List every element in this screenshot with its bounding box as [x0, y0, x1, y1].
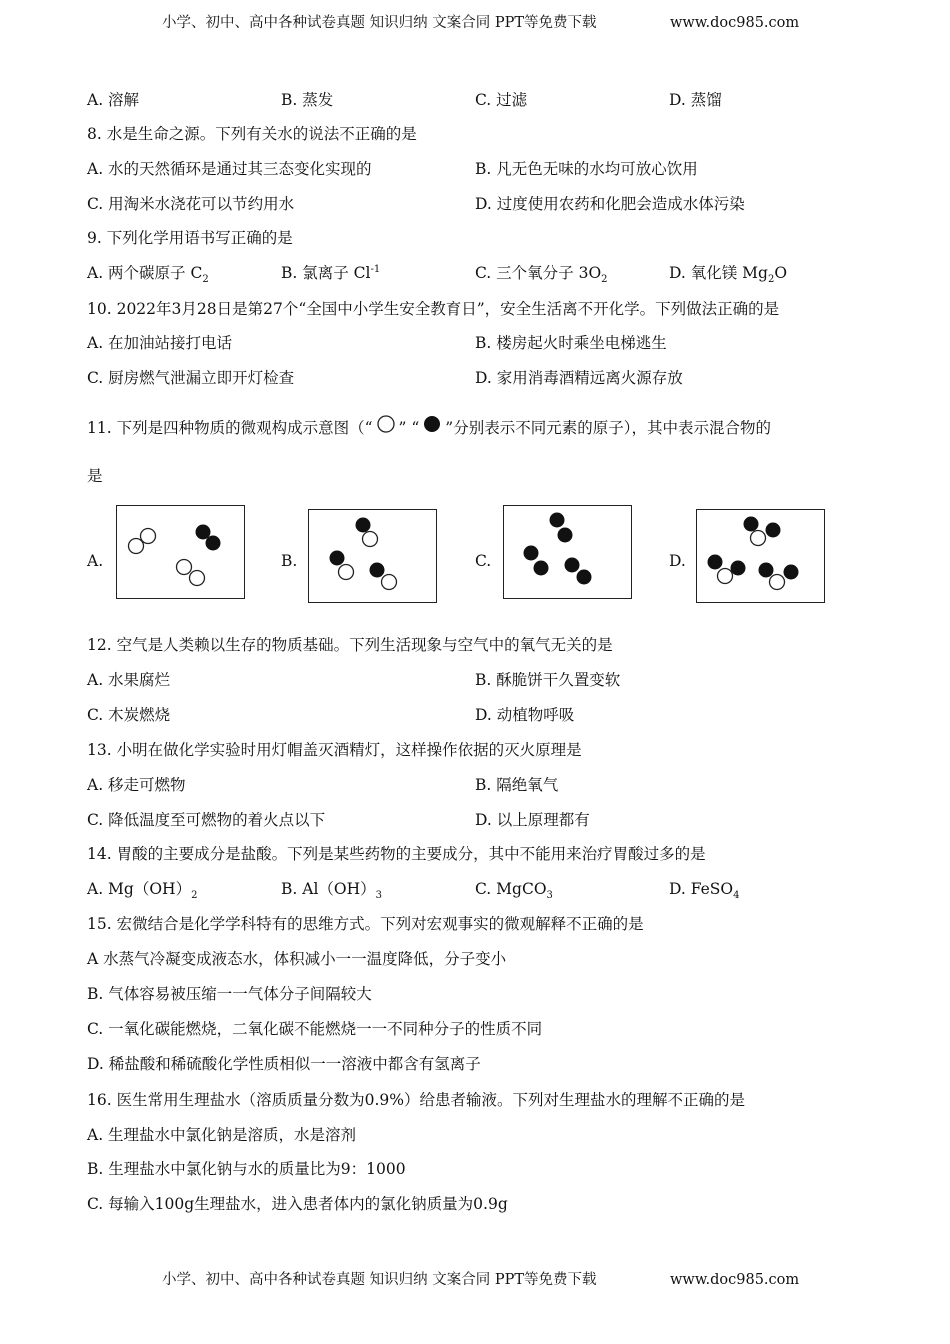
- q16-option-b: B. 生理盐水中氯化钠与水的质量比为9：1000: [87, 1160, 406, 1178]
- q8-stem: 8. 水是生命之源。下列有关水的说法不正确的是: [87, 125, 417, 143]
- q10-option-a: A. 在加油站接打电话: [87, 334, 233, 352]
- q15-option-d: D. 稀盐酸和稀硫酸化学性质相似一一溶液中都含有氢离子: [87, 1055, 481, 1073]
- q14-stem: 14. 胃酸的主要成分是盐酸。下列是某些药物的主要成分，其中不能用来治疗胃酸过多的是: [87, 845, 706, 863]
- footer-site-link[interactable]: www.doc985.com: [670, 1272, 800, 1288]
- q10-stem: 10. 2022年3月28日是第27个“全国中小学生安全教育日”，安全生活离不开化学。下列做法正确的是: [87, 300, 780, 318]
- q14-option-a: A. $Mg(OH)_2$: [87, 880, 198, 902]
- q11-option-a-label: A.: [87, 552, 104, 570]
- q15-option-a: A 水蒸气冷凝变成液态水，体积减小一一温度降低，分子变小: [87, 950, 507, 968]
- q16-option-a: A. 生理盐水中氯化钠是溶质，水是溶剂: [87, 1126, 357, 1144]
- q7-option-c: C. 过滤: [475, 91, 528, 109]
- q11-diagram-a: [116, 505, 245, 599]
- q11-diagram-d: [696, 509, 825, 603]
- footer-text: 小学、初中、高中各种试卷真题 知识归纳 文案合同 PPT等免费下载: [162, 1272, 597, 1288]
- q10-option-c: C. 厨房燃气泄漏立即开灯检查: [87, 369, 295, 387]
- q11-diagram-b: [308, 509, 437, 603]
- q14-option-d: D. FeSO$_4$: [669, 880, 740, 902]
- molecule-diagram-d: [697, 510, 824, 602]
- q9-option-b: B. 氯离子 $Cl^{-1}$: [281, 263, 381, 282]
- q8-option-d: D. 过度使用农药和化肥会造成水体污染: [475, 195, 745, 213]
- q13-option-a: A. 移走可燃物: [87, 776, 186, 794]
- q12-option-d: D. 动植物呼吸: [475, 706, 575, 724]
- q11-option-b-label: B.: [281, 552, 298, 570]
- header-site-link[interactable]: www.doc985.com: [670, 15, 800, 31]
- q15-option-b: B. 气体容易被压缩一一气体分子间隔较大: [87, 985, 372, 1003]
- molecule-diagram-c: [504, 506, 631, 598]
- q11-option-d-label: D.: [669, 552, 686, 570]
- q10-option-d: D. 家用消毒酒精远离火源存放: [475, 369, 683, 387]
- q12-option-a: A. 水果腐烂: [87, 671, 171, 689]
- q9-option-a: A. 两个碳原子 $C_2$: [87, 264, 209, 286]
- header-text: 小学、初中、高中各种试卷真题 知识归纳 文案合同 PPT等免费下载: [162, 15, 597, 31]
- q14-option-c: C. MgCO$_3$: [475, 880, 553, 902]
- q16-stem: 16. 医生常用生理盐水（溶质质量分数为0.9%）给患者输液。下列对生理盐水的理解不正确的是: [87, 1091, 745, 1109]
- q7-option-a: A. 溶解: [87, 91, 140, 109]
- q8-option-c: C. 用淘米水浇花可以节约用水: [87, 195, 295, 213]
- q13-option-b: B. 隔绝氧气: [475, 776, 559, 794]
- q13-stem: 13. 小明在做化学实验时用灯帽盖灭酒精灯，这样操作依据的灭火原理是: [87, 741, 582, 759]
- q15-stem: 15. 宏微结合是化学学科特有的思维方式。下列对宏观事实的微观解释不正确的是: [87, 915, 644, 933]
- q12-option-b: B. 酥脆饼干久置变软: [475, 671, 621, 689]
- q13-option-c: C. 降低温度至可燃物的着火点以下: [87, 811, 326, 829]
- q10-option-b: B. 楼房起火时乘坐电梯逃生: [475, 334, 667, 352]
- q16-option-c: C. 每输入100g生理盐水，进入患者体内的氯化钠质量为0.9g: [87, 1195, 508, 1213]
- white-atom-icon: [376, 416, 396, 436]
- q7-option-b: B. 蒸发: [281, 91, 334, 109]
- q11-option-c-label: C.: [475, 552, 492, 570]
- q12-stem: 12. 空气是人类赖以生存的物质基础。下列生活现象与空气中的氧气无关的是: [87, 636, 613, 654]
- q9-stem: 9. 下列化学用语书写正确的是: [87, 229, 293, 247]
- q11-stem: 11. 下列是四种物质的微观构成示意图（“ ” “ ”分别表示不同元素的原子），其中表示混合物的: [87, 416, 771, 438]
- molecule-diagram-b: [309, 510, 436, 602]
- q11-stem-line2: 是: [87, 467, 103, 485]
- q8-option-b: B. 凡无色无味的水均可放心饮用: [475, 160, 698, 178]
- molecule-diagram-a: [117, 506, 244, 598]
- q11-diagram-c: [503, 505, 632, 599]
- q9-option-c: C. 三个氧分子 $3O_2$: [475, 264, 608, 286]
- q15-option-c: C. 一氧化碳能燃烧，二氧化碳不能燃烧一一不同种分子的性质不同: [87, 1020, 543, 1038]
- black-atom-icon: [422, 416, 442, 436]
- q8-option-a: A. 水的天然循环是通过其三态变化实现的: [87, 160, 372, 178]
- q13-option-d: D. 以上原理都有: [475, 811, 590, 829]
- q9-option-d: D. 氧化镁 $Mg_2O$: [669, 264, 788, 286]
- q14-option-b: B. $Al(OH)_3$: [281, 880, 382, 902]
- q12-option-c: C. 木炭燃烧: [87, 706, 171, 724]
- q7-option-d: D. 蒸馏: [669, 91, 722, 109]
